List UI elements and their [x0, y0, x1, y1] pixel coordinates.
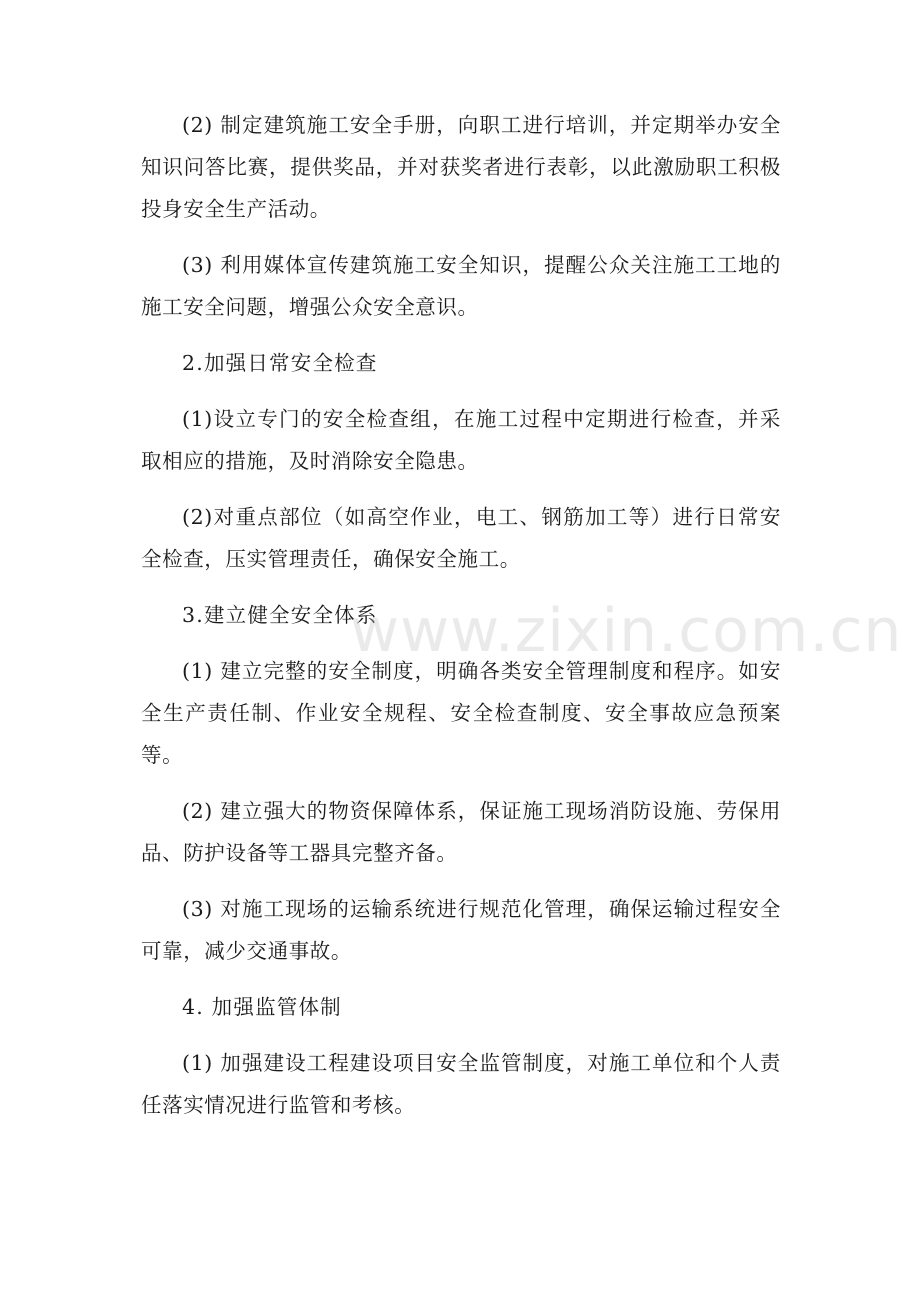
- paragraph-safety-regulations: (1) 建立完整的安全制度，明确各类安全管理制度和程序。如安全生产责任制、作业安全规程、安全检查制度、安全事故应急预案等。: [141, 659, 781, 767]
- section-heading-safety-system: 3.建立健全安全体系: [182, 603, 378, 627]
- document-body: [141, 104, 781, 1126]
- paragraph-inspection-team: (1)设立专门的安全检查组，在施工过程中定期进行检查，并采取相应的措施，及时消除安全隐患。: [141, 407, 781, 473]
- paragraph-material-support: (2) 建立强大的物资保障体系，保证施工现场消防设施、劳保用品、防护设备等工器具完整齐备。: [141, 799, 781, 865]
- watermark: www.zixin.com.cn: [350, 596, 903, 666]
- paragraph-transport-management: (3) 对施工现场的运输系统进行规范化管理，确保运输过程安全可靠，减少交通事故。: [141, 897, 781, 963]
- paragraph-key-area-inspection: (2)对重点部位（如高空作业，电工、钢筋加工等）进行日常安全检查，压实管理责任，确保安全施工。: [141, 505, 781, 571]
- paragraph-training-handbook: (2) 制定建筑施工安全手册，向职工进行培训，并定期举办安全知识问答比赛，提供奖品，并对获奖者进行表彰，以此激励职工积极投身安全生产活动。: [141, 113, 781, 221]
- section-heading-supervision: 4. 加强监管体制: [182, 995, 342, 1019]
- paragraph-project-supervision: (1) 加强建设工程建设项目安全监管制度，对施工单位和个人责任落实情况进行监管和考核。: [141, 1051, 781, 1117]
- section-heading-daily-inspection: 2.加强日常安全检查: [182, 351, 378, 375]
- paragraph-media-publicity: (3) 利用媒体宣传建筑施工安全知识，提醒公众关注施工工地的施工安全问题，增强公众安全意识。: [141, 253, 781, 319]
